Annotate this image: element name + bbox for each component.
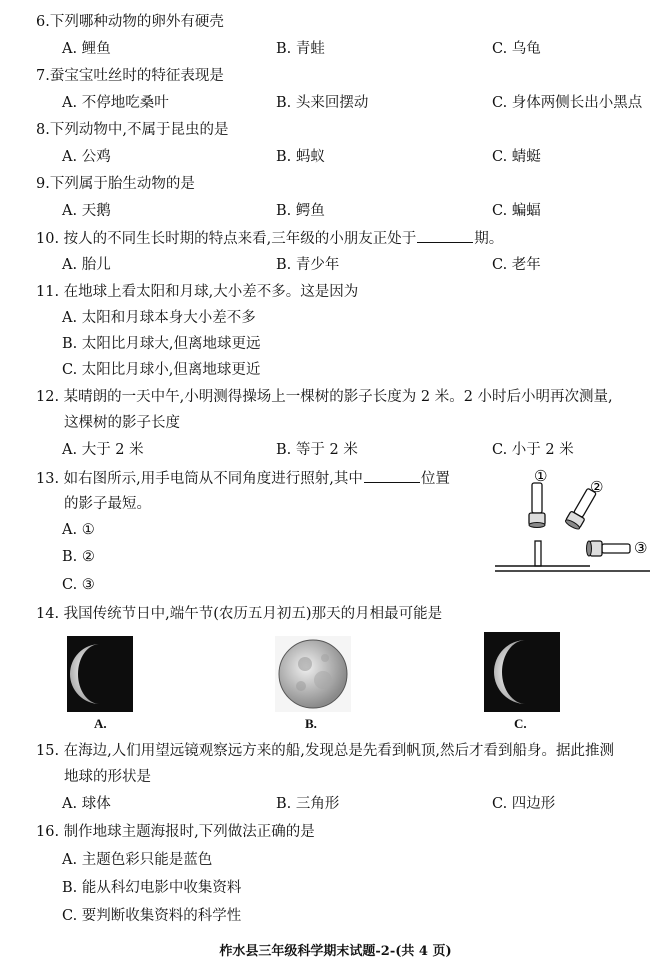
label-3: ③ bbox=[634, 539, 648, 557]
q15-option-b: B. 三角形 bbox=[276, 796, 340, 812]
q8-option-c: C. 蜻蜓 bbox=[492, 149, 541, 165]
answer-blank bbox=[417, 228, 473, 243]
answer-blank bbox=[364, 468, 420, 483]
flashlight-figure bbox=[490, 463, 660, 578]
question-15-stem: 15. 在海边,人们用望远镜观察远方来的船,发现总是先看到帆顶,然后才看到船身。据此推测 bbox=[36, 743, 614, 759]
question-7-stem: 7.蚕宝宝吐丝时的特征表现是 bbox=[36, 68, 224, 84]
moon-b-label: B. bbox=[305, 716, 317, 731]
flashlight-3-icon bbox=[587, 541, 631, 556]
q12-option-c: C. 小于 2 米 bbox=[492, 442, 574, 458]
moon-phase-b bbox=[275, 636, 351, 712]
question-12-stem: 12. 某晴朗的一天中午,小明测得操场上一棵树的影子长度为 2 米。2 小时后小明再次测量, bbox=[36, 389, 613, 405]
q16-option-c: C. 要判断收集资料的科学性 bbox=[62, 908, 242, 924]
q11-option-c: C. 太阳比月球小,但离地球更近 bbox=[62, 362, 261, 378]
flashlight-1-icon bbox=[529, 483, 545, 528]
q9-option-b: B. 鳄鱼 bbox=[276, 203, 325, 219]
q13-option-a: A. ① bbox=[62, 522, 95, 538]
q7-option-b: B. 头来回摆动 bbox=[276, 95, 369, 111]
question-13-stem-continued: 的影子最短。 bbox=[64, 496, 151, 512]
crescent-shape bbox=[70, 644, 100, 704]
q8-option-a: A. 公鸡 bbox=[62, 149, 111, 165]
q13-option-c: C. ③ bbox=[62, 577, 95, 593]
q7-option-a: A. 不停地吃桑叶 bbox=[62, 95, 169, 111]
q12-option-a: A. 大于 2 米 bbox=[62, 442, 144, 458]
q10-option-c: C. 老年 bbox=[492, 257, 541, 273]
label-1: ① bbox=[534, 467, 548, 485]
question-9-stem: 9.下列属于胎生动物的是 bbox=[36, 176, 195, 192]
q9-option-c: C. 蝙蝠 bbox=[492, 203, 541, 219]
page-footer: 柞水县三年级科学期末试题-2-(共 4 页) bbox=[219, 944, 452, 959]
q7-option-c: C. 身体两侧长出小黑点 bbox=[492, 95, 643, 111]
moon-phase-a bbox=[67, 636, 133, 712]
q15-option-a: A. 球体 bbox=[62, 796, 111, 812]
q11-option-a: A. 太阳和月球本身大小差不多 bbox=[62, 310, 256, 326]
q16-option-b: B. 能从科幻电影中收集资料 bbox=[62, 880, 242, 896]
stick bbox=[535, 541, 541, 566]
question-8-stem: 8.下列动物中,不属于昆虫的是 bbox=[36, 122, 229, 138]
q15-option-c: C. 四边形 bbox=[492, 796, 556, 812]
q8-option-b: B. 蚂蚁 bbox=[276, 149, 325, 165]
moon-phase-c bbox=[484, 632, 560, 712]
question-15-stem-continued: 地球的形状是 bbox=[64, 769, 151, 785]
q9-option-a: A. 天鹅 bbox=[62, 203, 111, 219]
question-12-stem-continued: 这棵树的影子长度 bbox=[64, 415, 180, 431]
question-14-stem: 14. 我国传统节日中,端午节(农历五月初五)那天的月相最可能是 bbox=[36, 606, 443, 622]
label-2: ② bbox=[590, 478, 604, 496]
question-10-stem: 10. 按人的不同生长时期的特点来看,三年级的小朋友正处于 期。 bbox=[36, 228, 503, 249]
moon-a-label: A. bbox=[94, 716, 107, 731]
question-6-stem: 6.下列哪种动物的卵外有硬壳 bbox=[36, 14, 224, 30]
crescent-shape bbox=[494, 640, 526, 704]
q16-option-a: A. 主题色彩只能是蓝色 bbox=[62, 852, 213, 868]
q12-option-b: B. 等于 2 米 bbox=[276, 442, 358, 458]
question-11-stem: 11. 在地球上看太阳和月球,大小差不多。这是因为 bbox=[36, 284, 359, 300]
q11-option-b: B. 太阳比月球大,但离地球更远 bbox=[62, 336, 261, 352]
q6-option-b: B. 青蛙 bbox=[276, 41, 325, 57]
q6-option-a: A. 鲤鱼 bbox=[62, 41, 111, 57]
question-16-stem: 16. 制作地球主题海报时,下列做法正确的是 bbox=[36, 824, 315, 840]
full-moon-shape bbox=[279, 640, 347, 708]
question-13-stem: 13. 如右图所示,用手电筒从不同角度进行照射,其中 位置 bbox=[36, 468, 450, 489]
q13-option-b: B. ② bbox=[62, 549, 95, 565]
moon-c-label: C. bbox=[514, 716, 527, 731]
q10-option-b: B. 青少年 bbox=[276, 257, 340, 273]
q6-option-c: C. 乌龟 bbox=[492, 41, 541, 57]
q10-option-a: A. 胎儿 bbox=[62, 257, 111, 273]
